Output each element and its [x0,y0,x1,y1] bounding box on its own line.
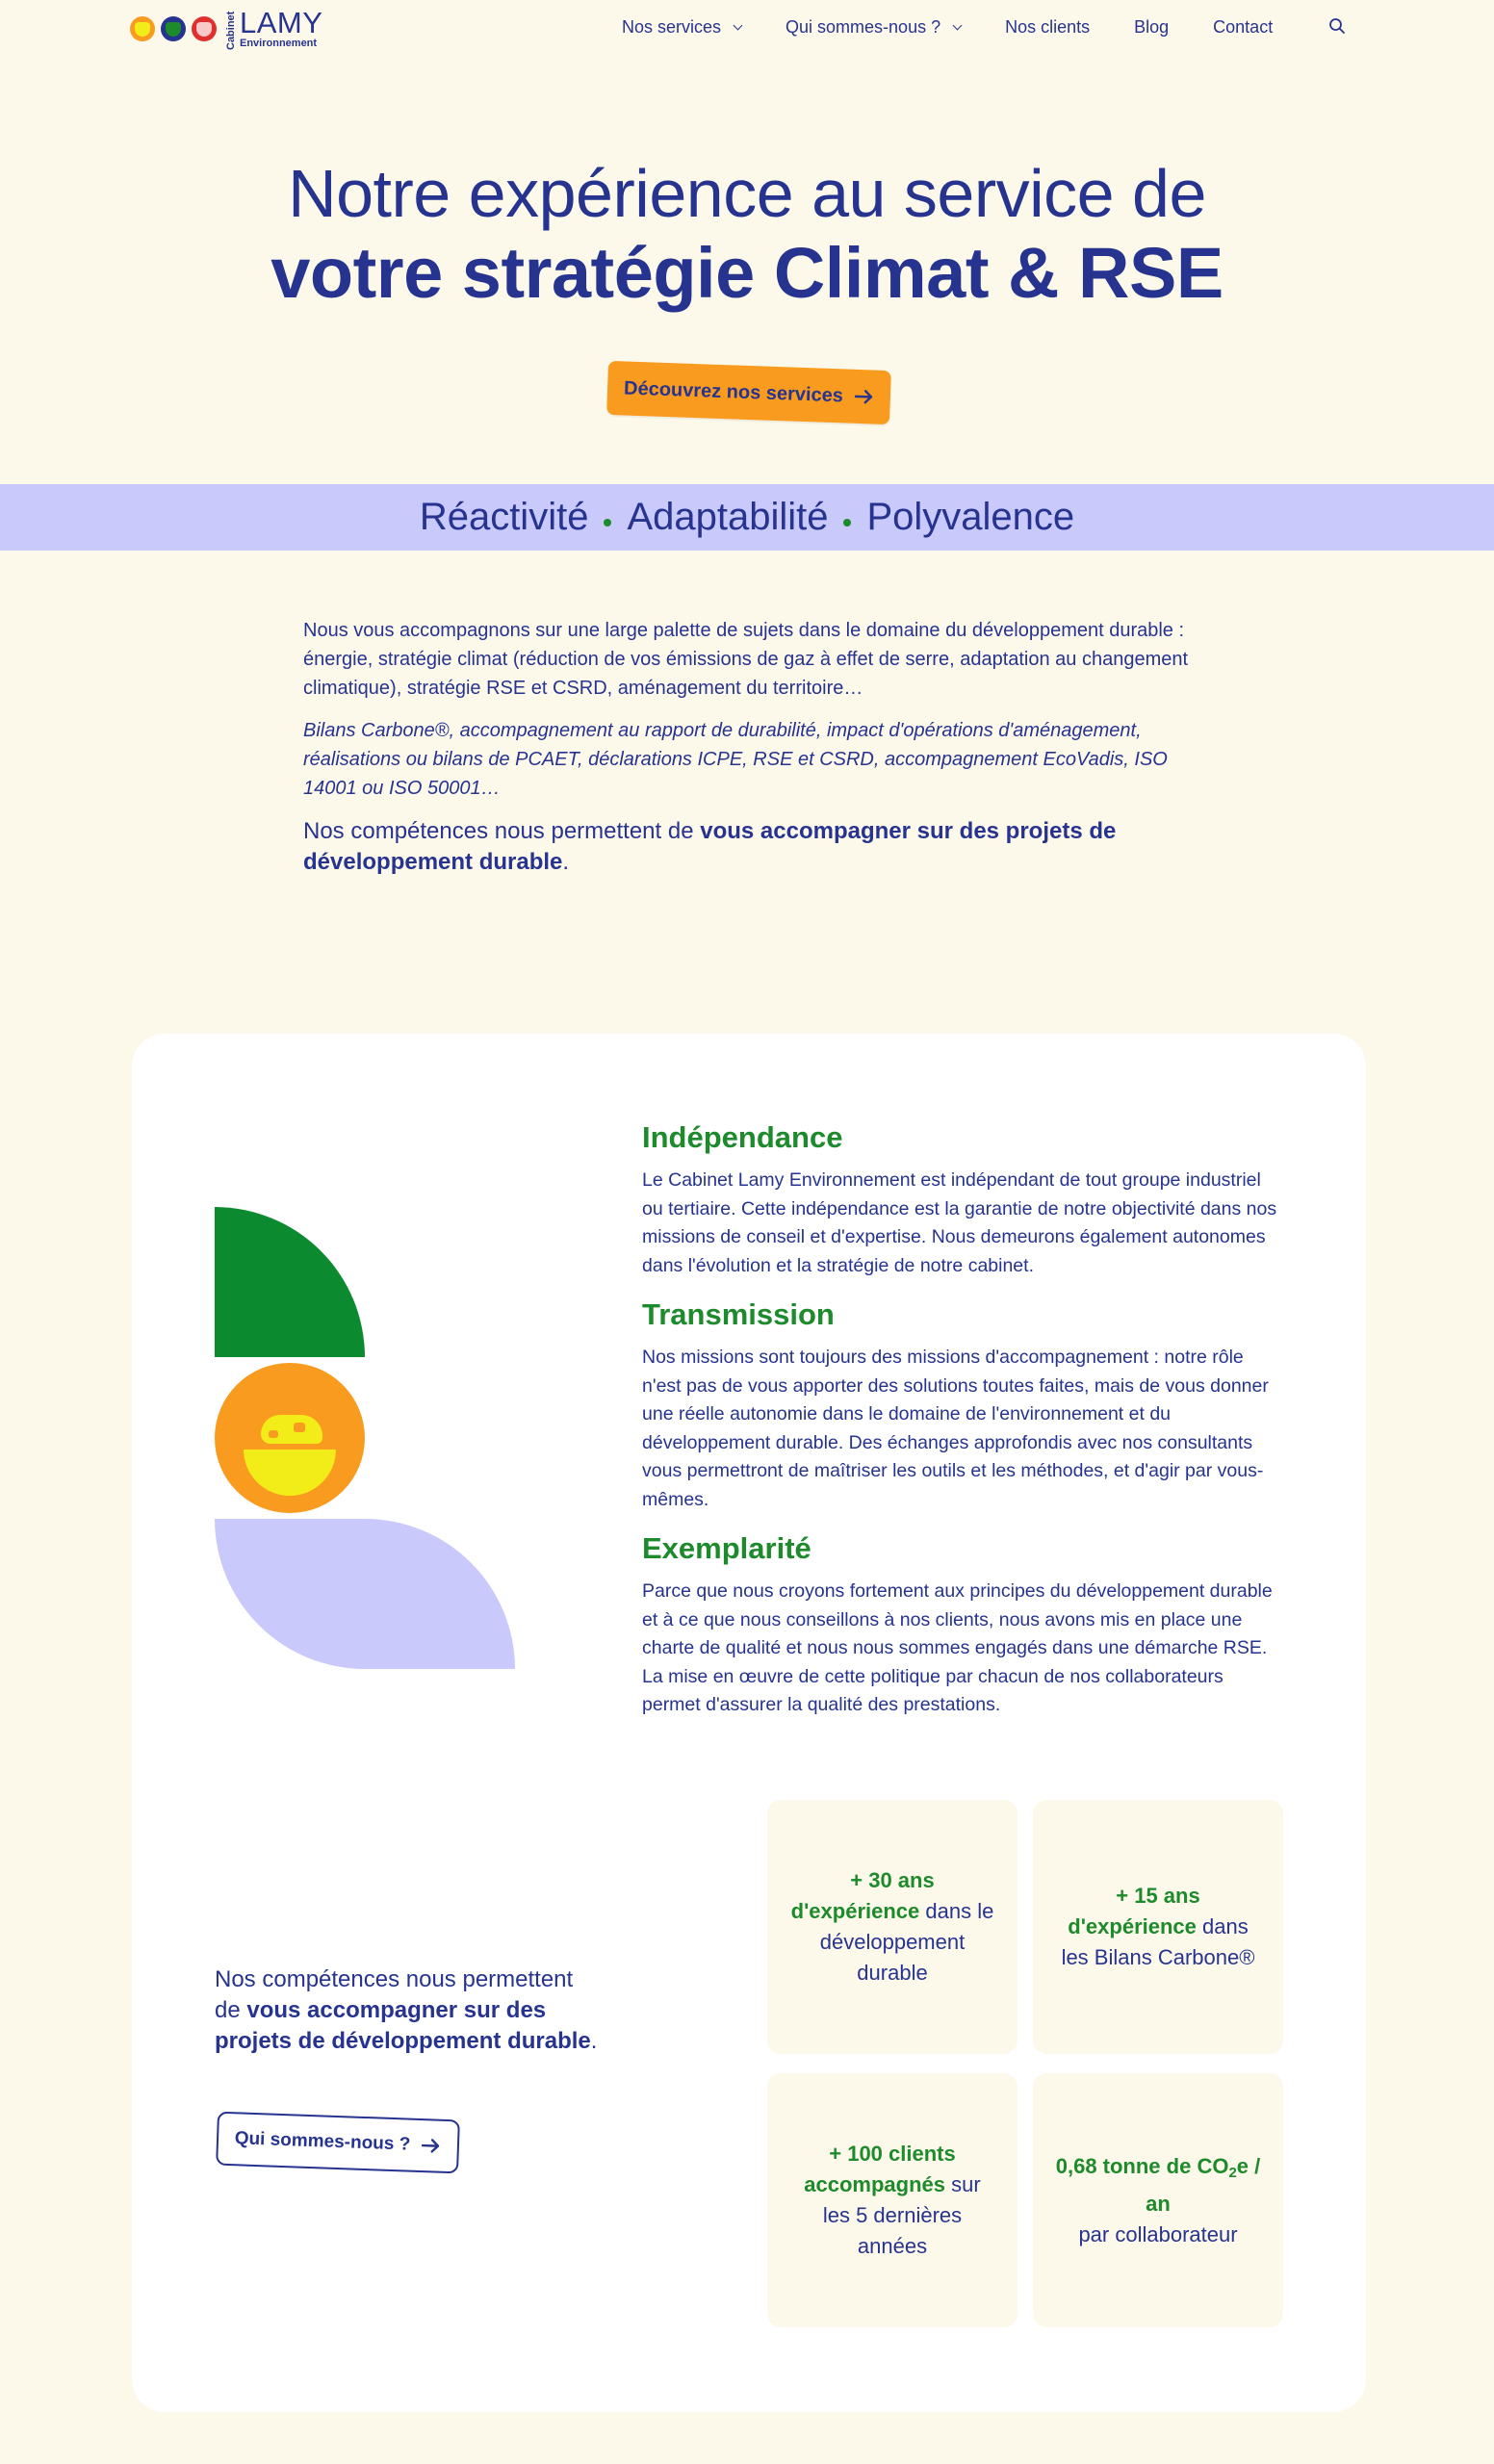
stat-card [767,2073,1017,2327]
hero-title-line2: votre stratégie Climat & RSE [270,233,1224,313]
stat-co2-b: e / an [1146,2153,1261,2216]
logo-environnement: Environnement [240,37,318,49]
logo-cabinet: Cabinet [225,11,237,50]
smiling-face-icon [215,1363,365,1513]
intro-italic-paragraph: Bilans Carbone®, accompagnement au rapport de durabilité, impact d'opérations d'aménagement, réalisations ou bilans de PCAET, déclarations ICPE, RSE et CSRD, accompagnement EcoVadis, ISO 14001 ou ISO 50001… [303,720,1168,799]
value-reactivite: Réactivité [419,496,589,538]
feature-title-transmission: Transmission [642,1297,835,1331]
stat-card [1033,1800,1283,2054]
logo-wordmark [225,5,323,50]
logo-red-dot-icon [192,16,217,41]
main-nav [622,17,1273,38]
stat-co2-a: 0,68 tonne de CO [1055,2153,1229,2178]
stat-co2-sub: 2 [1228,2164,1237,2181]
competences-end: . [590,2028,598,2054]
hero-title-line1: Notre expérience au service de [288,156,1206,231]
feature-text-exemplarite: Parce que nous croyons fortement aux principes du développement durable et à ce que nous conseillons à nos clients, nous avons mis en place une charte de qualité et nous nous sommes engagés dans une démarche RSE. La mise en œuvre de cette politique par chacun de nos collaborateurs permet d'assurer la qualité des prestations. [642,1580,1273,1715]
chevron-down-icon [734,20,743,30]
nav-item-services[interactable] [622,17,741,38]
arrow-right-icon [422,2138,442,2154]
nav-item-blog[interactable] [1134,17,1169,38]
stat-highlight: + 15 ans d'expérience [1068,1884,1200,1938]
nav-label: Nos services [622,17,722,37]
bullet-dot-icon [604,519,611,526]
competences-bold: vous accompagner sur des projets de développement durable [215,1997,591,2054]
logo[interactable] [130,4,322,54]
lilac-leaf-shape [215,1519,515,1669]
discover-services-button[interactable] [606,361,891,424]
nav-label: Nos clients [1005,17,1091,37]
chevron-down-icon [953,20,963,30]
stat-highlight: + 100 clients accompagnés [804,2142,956,2196]
nav-item-contact[interactable] [1213,17,1273,38]
intro-lead-start: Nos compétences nous permettent de [303,818,701,844]
stat-card [1033,2073,1283,2327]
bullet-dot-icon [843,519,851,526]
feature-title-independance: Indépendance [642,1120,843,1154]
site-header [0,0,1494,62]
values-band [0,484,1494,551]
about-button-label: Qui sommes-nous ? [234,2128,411,2155]
features-list [642,1118,1277,1735]
logo-lamy: LAMY [240,5,323,39]
stat-rest: par collaborateur [1078,2221,1238,2246]
value-adaptabilite: Adaptabilité [627,496,829,538]
green-quarter-shape [215,1207,365,1357]
logo-orange-dot-icon [130,16,155,41]
values-card [132,1034,1366,2412]
nav-label: Blog [1134,17,1170,37]
nav-label: Contact [1213,17,1274,37]
arrow-right-icon [855,389,875,405]
nav-item-about[interactable] [786,17,961,38]
intro-lead [303,816,1189,878]
hero-title [0,154,1494,314]
stat-rest: sur les 5 dernières années [822,2172,981,2258]
competences-start: Nos compétences nous permettent de [215,1966,574,2023]
intro-lead-end: . [562,849,570,875]
value-polyvalence: Polyvalence [866,496,1075,538]
search-icon[interactable] [1328,17,1346,35]
feature-text-independance: Le Cabinet Lamy Environnement est indépendant de tout groupe industriel ou tertiaire. Cette indépendance est la garantie de notre objectivité dans nos missions de conseil et d'expertise. Nous demeurons également autonomes dans l'évolution et la stratégie de notre cabinet. [642,1169,1277,1276]
competences-text [215,1964,600,2057]
cta-label: Découvrez nos services [623,376,844,406]
logo-blue-dot-icon [161,16,186,41]
feature-title-exemplarite: Exemplarité [642,1531,811,1565]
stat-highlight: + 30 ans d'expérience [790,1868,935,1923]
intro-lead-bold: vous accompagner sur des projets de développement durable [303,818,1117,875]
stat-rest: dans le développement durable [819,1899,994,1985]
stats-grid [767,1800,1287,2329]
nav-label: Qui sommes-nous ? [786,17,941,37]
nav-item-clients[interactable] [1005,17,1090,38]
intro-paragraph: Nous vous accompagnons sur une large palette de sujets dans le domaine du développement durable : énergie, stratégie climat (réduction de vos émissions de gaz à effet de serre, adaptation au changement climatique), stratégie RSE et CSRD, aménagement du territoire… [303,620,1189,699]
about-us-button[interactable] [216,2112,460,2174]
intro-section [303,616,1189,878]
feature-text-transmission: Nos missions sont toujours des missions d'accompagnement : notre rôle n'est pas de vous apporter des solutions toutes faites, mais de vous donner une réelle autonomie dans le domaine de l'environnement et du développement durable. Des échanges approfondis avec nos consultants vous permettront de maîtriser les outils et les méthodes, et d'agir par vous-mêmes. [642,1347,1269,1510]
stat-highlight [1056,2154,1261,2216]
stat-card [767,1800,1017,2054]
stat-rest: dans les Bilans Carbone® [1061,1914,1255,1969]
